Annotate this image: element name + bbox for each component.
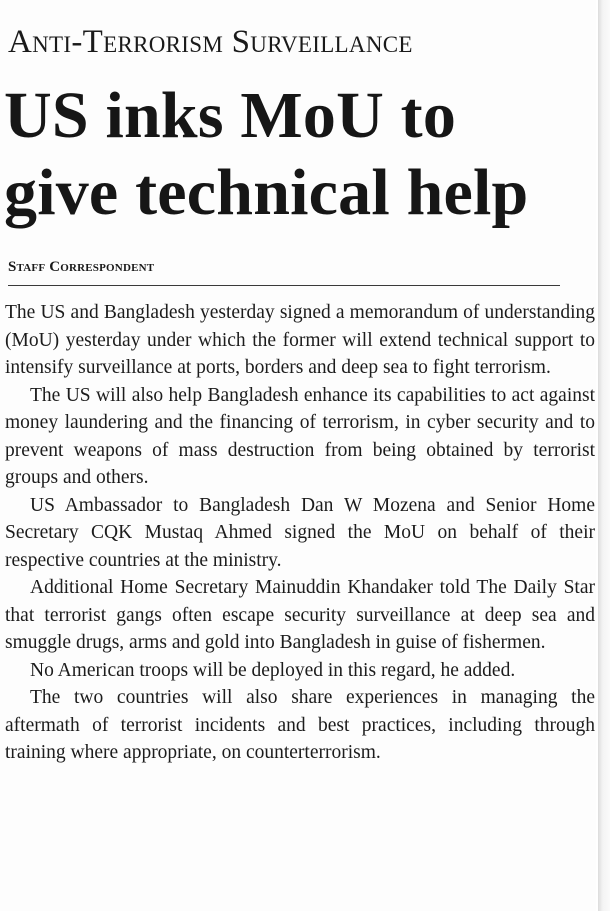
headline-line-2: give technical help <box>4 156 529 229</box>
paragraph-2: The US will also help Bangladesh enhance its capabilities to act against money laundering and the financing of terrorism, in cyber security and to prevent weapons of mass destruction from being obtained by terrorist groups and others. <box>5 384 595 488</box>
paragraph-5: No American troops will be deployed in this regard, he added. <box>30 659 516 681</box>
article-body <box>5 299 595 767</box>
paragraph-6: The two countries will also share experiences in managing the aftermath of terrorist incidents and best practices, including through training where appropriate, on counterterrorism. <box>5 687 595 763</box>
byline-divider <box>8 285 560 286</box>
byline: Staff Correspondent <box>8 259 155 275</box>
paragraph-3: US Ambassador to Bangladesh Dan W Mozena and Senior Home Secretary CQK Mustaq Ahmed signed the MoU on behalf of their respective countries at the ministry. <box>5 494 595 571</box>
paragraph-4: Additional Home Secretary Mainuddin Khandaker told The Daily Star that terrorist gangs often escape security surveillance at deep sea and smuggle drugs, arms and gold into Bangladesh in guise of fishermen. <box>5 577 595 653</box>
headline-line-1: US inks MoU to <box>4 79 457 152</box>
page-edge-shadow <box>598 0 610 911</box>
kicker-label: Anti-Terrorism Surveillance <box>8 24 413 60</box>
paragraph-1: The US and Bangladesh yesterday signed a memorandum of understanding (MoU) yesterday under which the former will extend technical support to intensify surveillance at ports, borders and deep sea to fight terrorism. <box>5 302 595 378</box>
headline <box>4 77 596 231</box>
